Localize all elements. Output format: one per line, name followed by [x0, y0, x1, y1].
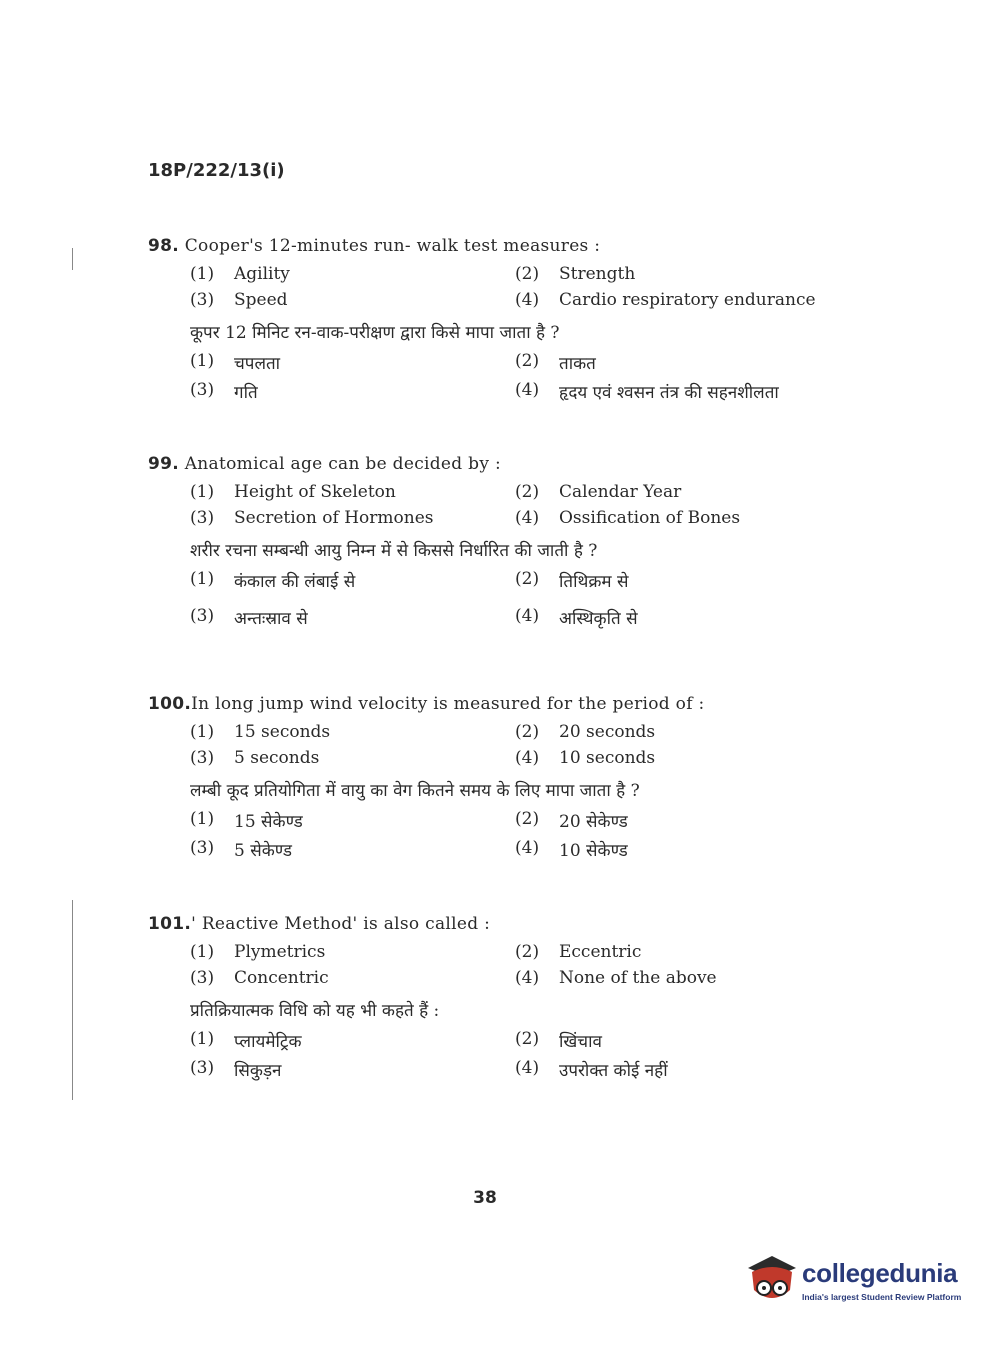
question-text-en: In long jump wind velocity is measured for the period of :: [191, 694, 705, 714]
question-number: 99.: [148, 454, 180, 474]
option: (2) Strength: [515, 264, 636, 284]
option: (1) प्लायमेट्रिक: [190, 1029, 302, 1052]
option: (3) 5 सेकेण्ड: [190, 838, 292, 861]
option: (4) अस्थिकृति से: [515, 606, 638, 629]
option: (4) 10 सेकेण्ड: [515, 838, 628, 861]
collegedunia-logo: [742, 1250, 972, 1310]
question-text-en: Anatomical age can be decided by :: [184, 454, 502, 474]
question-98: [148, 236, 848, 403]
option: (4) 10 seconds: [515, 748, 656, 768]
option: (2) 20 सेकेण्ड: [515, 809, 628, 832]
option: (3) Concentric: [190, 968, 329, 988]
option: (2) Calendar Year: [515, 482, 682, 502]
mascot-icon: [742, 1250, 802, 1310]
margin-mark: [72, 248, 73, 270]
options-en: [190, 264, 848, 310]
question-101: [148, 914, 848, 1081]
options-hi: [190, 1029, 848, 1081]
question-text-hi: शरीर रचना सम्बन्धी आयु निम्न में से किससे निर्धारित की जाती है ?: [190, 541, 598, 561]
options-en: [190, 942, 848, 988]
option: (4) Cardio respiratory endurance: [515, 290, 816, 310]
option: (1) 15 seconds: [190, 722, 331, 742]
option: (1) Plymetrics: [190, 942, 326, 962]
option: (2) ताकत: [515, 351, 596, 374]
option: (3) Secretion of Hormones: [190, 508, 434, 528]
options-hi: [190, 351, 848, 403]
option: (1) कंकाल की लंबाई से: [190, 569, 356, 592]
options-en: [190, 482, 848, 528]
question-text-en: ' Reactive Method' is also called :: [191, 914, 491, 934]
brand-name: collegedunia: [802, 1258, 958, 1288]
question-number: 98.: [148, 236, 180, 256]
option: (3) अन्तःस्राव से: [190, 606, 308, 629]
option: (3) गति: [190, 380, 258, 403]
option: (4) None of the above: [515, 968, 717, 988]
margin-mark: [72, 900, 73, 1100]
option: (4) Ossification of Bones: [515, 508, 741, 528]
question-text-hi: प्रतिक्रियात्मक विधि को यह भी कहते हैं :: [190, 1001, 440, 1021]
brand-tagline: India's largest Student Review Platform: [802, 1292, 962, 1302]
option: (1) चपलता: [190, 351, 281, 374]
option: (2) खिंचाव: [515, 1029, 602, 1052]
option: (4) उपरोक्त कोई नहीं: [515, 1058, 668, 1081]
question-number: 101.: [148, 914, 192, 934]
option: (2) 20 seconds: [515, 722, 656, 742]
question-text-hi: कूपर 12 मिनिट रन-वाक-परीक्षण द्वारा किसे मापा जाता है ?: [190, 323, 560, 343]
question-99: [148, 454, 848, 629]
question-text-hi: लम्बी कूद प्रतियोगिता में वायु का वेग कितने समय के लिए मापा जाता है ?: [190, 781, 640, 801]
option: (2) Eccentric: [515, 942, 642, 962]
options-hi: [190, 569, 848, 629]
option: (1) Height of Skeleton: [190, 482, 396, 502]
options-en: [190, 722, 848, 768]
option: (3) Speed: [190, 290, 288, 310]
question-number: 100.: [148, 694, 192, 714]
page-code: 18P/222/13(i): [148, 160, 285, 181]
option: (4) हृदय एवं श्वसन तंत्र की सहनशीलता: [515, 380, 779, 403]
question-100: [148, 694, 848, 861]
option: (1) 15 सेकेण्ड: [190, 809, 303, 832]
options-hi: [190, 809, 848, 861]
option: (3) 5 seconds: [190, 748, 320, 768]
option: (3) सिकुड़न: [190, 1058, 282, 1081]
page-number: 38: [473, 1188, 497, 1208]
option: (1) Agility: [190, 264, 290, 284]
option: (2) तिथिक्रम से: [515, 569, 629, 592]
question-text-en: Cooper's 12-minutes run- walk test measures :: [184, 236, 601, 256]
